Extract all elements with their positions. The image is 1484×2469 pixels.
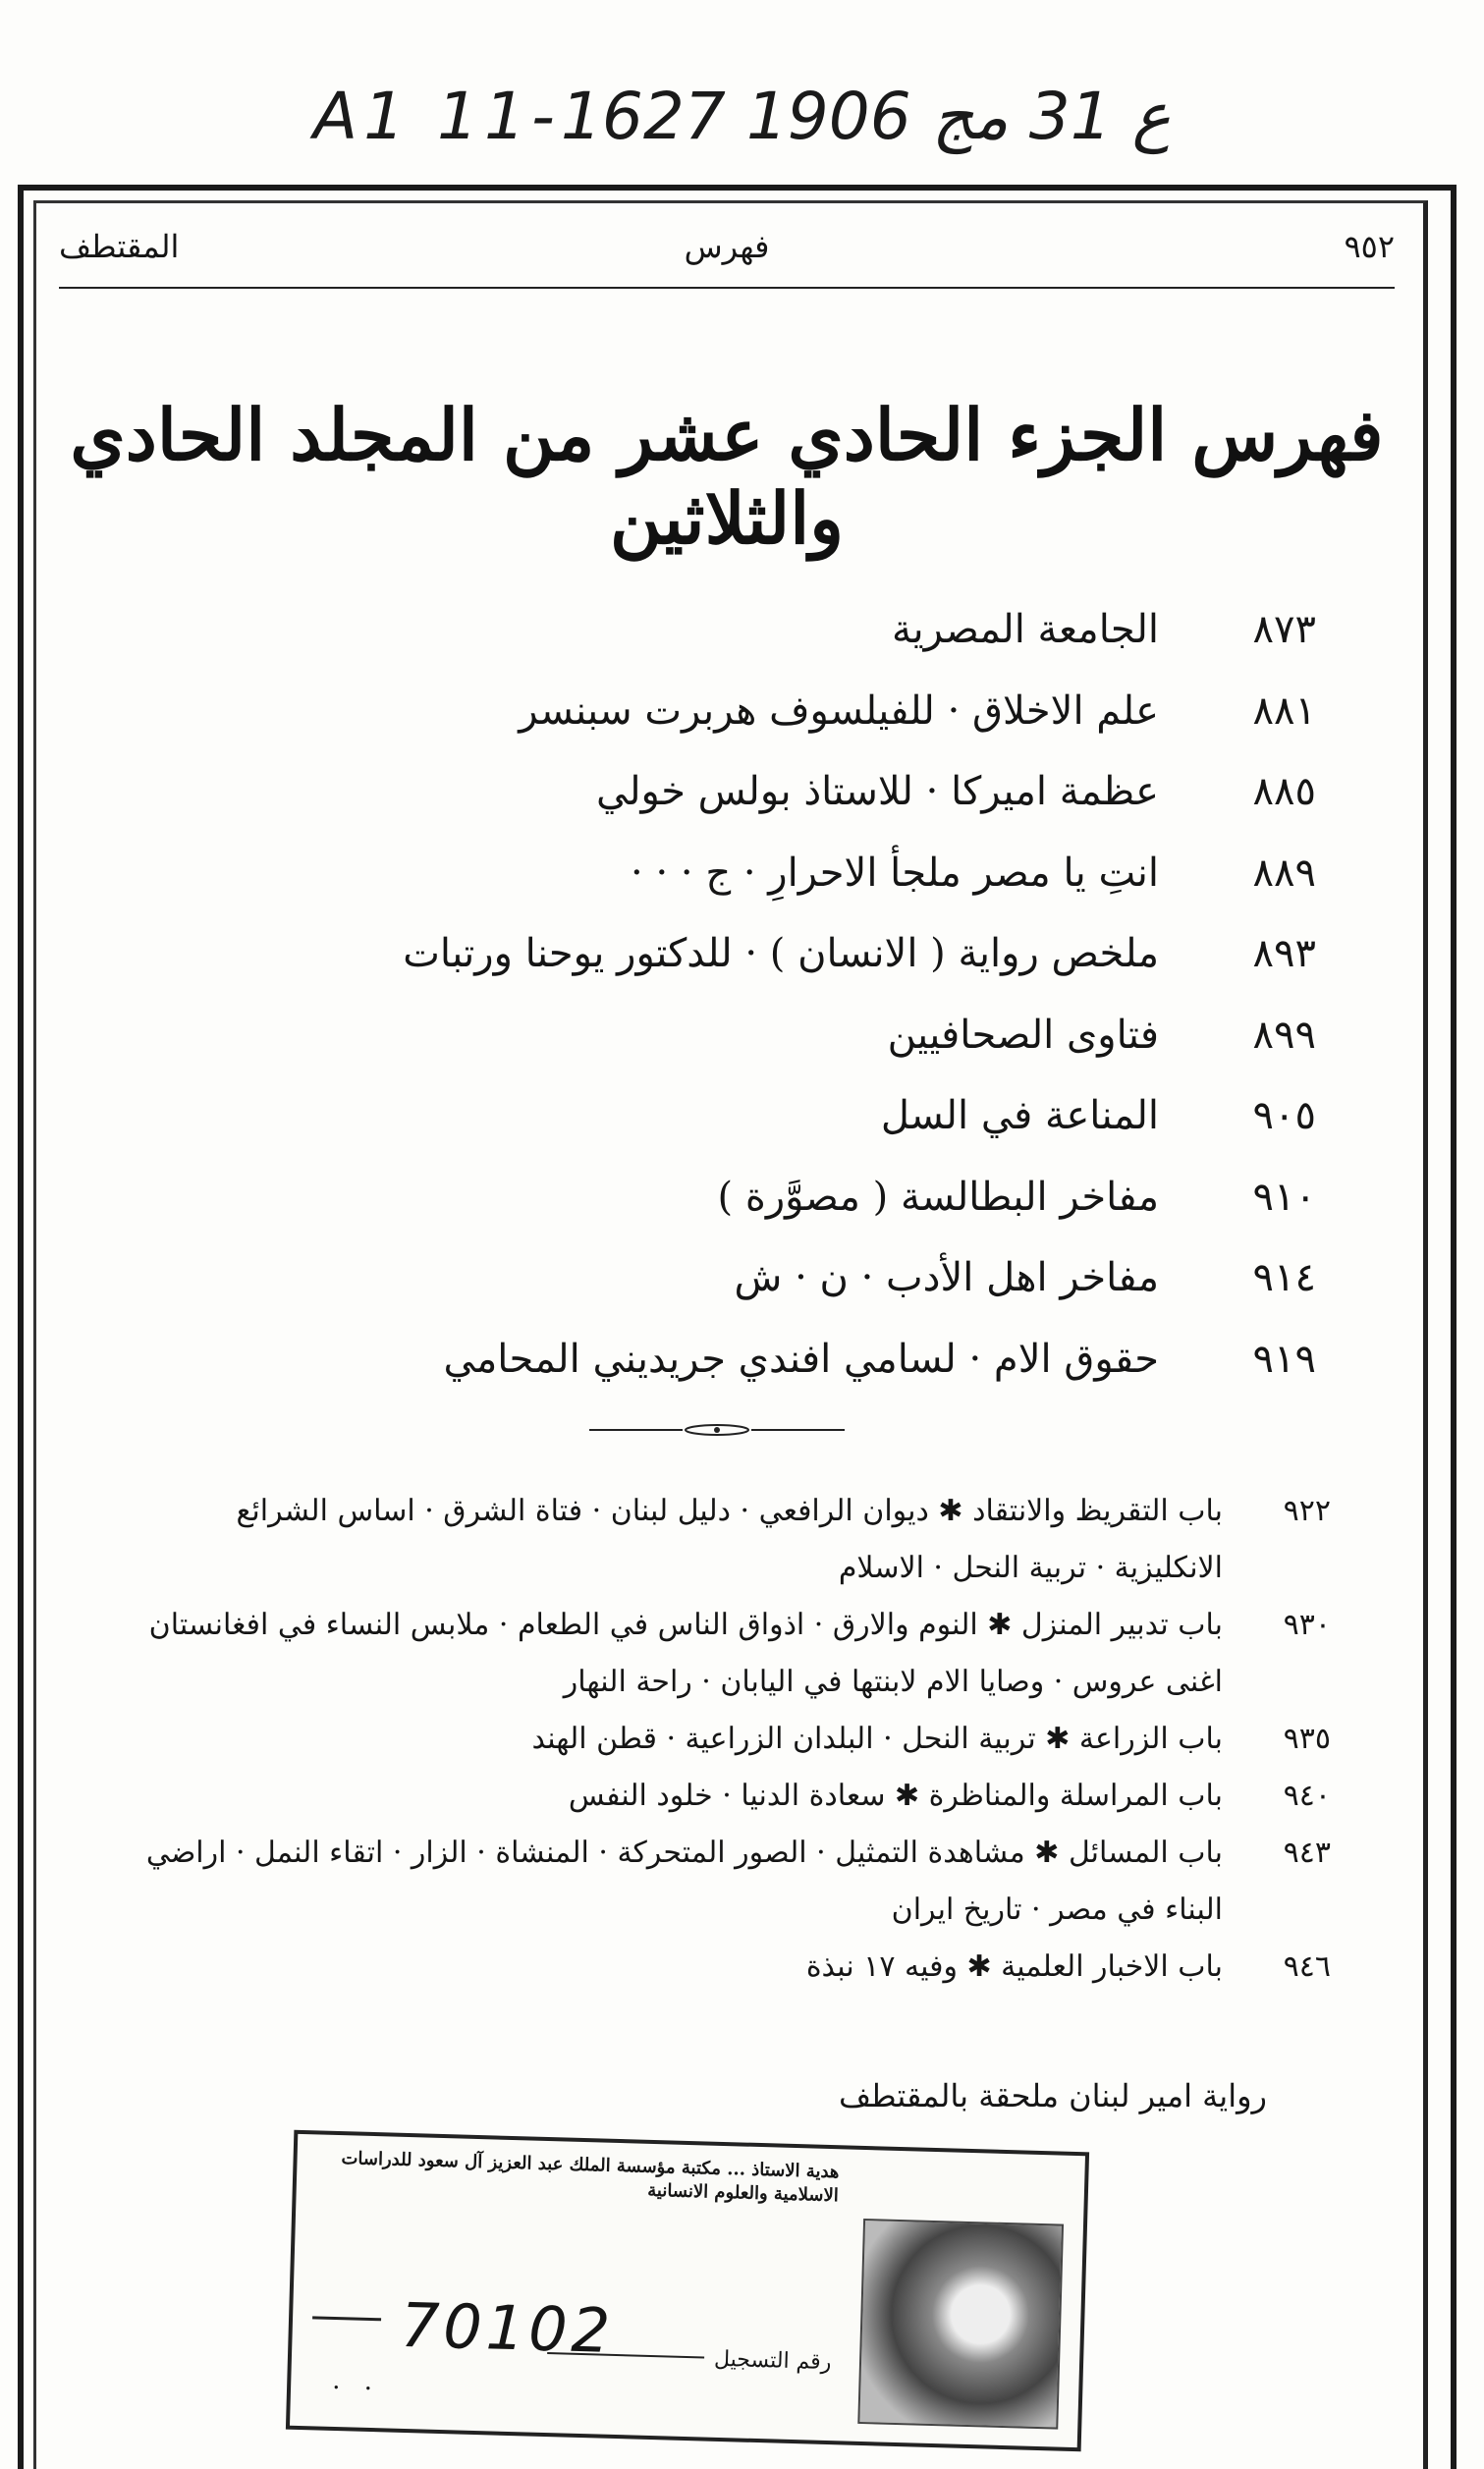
toc-page-number: ٩١٩: [1252, 1336, 1316, 1382]
toc-entry: [79, 671, 1316, 752]
section-text: باب المراسلة والمناظرة ✱ سعادة الدنيا · خلود النفس: [568, 1779, 1223, 1813]
toc-entry: [79, 913, 1316, 995]
section-text: الانكليزية · تربية النحل · الاسلام: [838, 1551, 1223, 1585]
toc-title: علم الاخلاق · للفيلسوف هربرت سبنسر: [519, 687, 1159, 734]
stamp-dots: . .: [331, 2365, 381, 2397]
section-text: اغنى عروس · وصايا الام لابنتها في اليابان · راحة النهار: [563, 1665, 1223, 1699]
toc-page-number: ٩١٤: [1252, 1255, 1316, 1301]
section-entry-line: [29, 1768, 1331, 1825]
magazine-name: المقتطف: [59, 228, 180, 265]
toc-title: ملخص رواية ( الانسان ) · للدكتور يوحنا ورتبات: [403, 931, 1159, 977]
section-page-number: ٩٤٠: [1283, 1779, 1331, 1813]
section-entry-line: [29, 1939, 1331, 1996]
section-page-number: ٩٣٠: [1283, 1608, 1331, 1642]
ornamental-divider: [589, 1422, 845, 1438]
toc-title: فتاوى الصحافيين: [887, 1012, 1159, 1058]
header-rule: [59, 287, 1395, 289]
section-entry-line: [29, 1540, 1331, 1597]
section-page-number: ٩٤٦: [1283, 1949, 1331, 1984]
section-entry-line: [29, 1825, 1331, 1882]
toc-title: انتِ يا مصر ملجأ الاحرارِ · ج · · ·: [631, 850, 1159, 896]
toc-title: حقوق الام · لسامي افندي جريديني المحامي: [443, 1336, 1159, 1382]
section-page-number: [1223, 1540, 1331, 1597]
toc-page-number: ٨٨٩: [1252, 850, 1316, 896]
section-page-number: ٩٢٢: [1283, 1494, 1331, 1528]
stamp-portrait: [857, 2219, 1064, 2430]
toc-page-number: ٨٨٥: [1252, 769, 1316, 815]
section-text: باب المسائل ✱ مشاهدة التمثيل · الصور المتحركة · المنشاة · الزار · اتقاء النمل · اراضي: [145, 1836, 1223, 1870]
toc-page-number: ٩٠٥: [1252, 1093, 1316, 1139]
section-entry-line: [29, 1882, 1331, 1939]
section-entry-line: [29, 1711, 1331, 1768]
toc-entry: [79, 1157, 1316, 1238]
toc-title: عظمة اميركا · للاستاذ بولس خولي: [596, 769, 1159, 815]
divider-ornament-icon: [589, 1422, 845, 1438]
toc-entry: [79, 995, 1316, 1076]
section-page-number: [1223, 1654, 1331, 1711]
toc-page-number: ٨٨١: [1252, 687, 1316, 734]
section-entry-line: [29, 1654, 1331, 1711]
supplement-note: رواية امير لبنان ملحقة بالمقتطف: [838, 2077, 1267, 2114]
toc-entry: [79, 1075, 1316, 1157]
toc-title: مفاخر البطالسة ( مصوَّرة ): [717, 1174, 1159, 1220]
handwritten-catalog-note: A1 11-ع 31 مج 1906 1627: [312, 79, 1172, 154]
running-head: [59, 228, 1395, 287]
toc-page-number: ٨٧٣: [1252, 607, 1316, 653]
page-number: ٩٥٢: [1344, 228, 1395, 265]
registration-number: 70102: [399, 2288, 616, 2367]
toc-title: الجامعة المصرية: [892, 607, 1159, 653]
toc-entry: [79, 589, 1316, 671]
registration-label: رقم التسجيل: [713, 2346, 832, 2376]
library-stamp: [286, 2130, 1089, 2451]
section-text: باب التقريظ والانتقاد ✱ ديوان الرافعي · دليل لبنان · فتاة الشرق · اساس الشرائع: [236, 1494, 1223, 1528]
section-page-number: ٩٣٥: [1283, 1722, 1331, 1756]
section-text: باب الزراعة ✱ تربية النحل · البلدان الزراعية · قطن الهند: [531, 1722, 1223, 1756]
toc-entry: [79, 1237, 1316, 1319]
toc-page-number: ٨٩٩: [1252, 1012, 1316, 1058]
toc-title: المناعة في السل: [880, 1093, 1159, 1139]
section-entry-line: [29, 1483, 1331, 1540]
stamp-dash: [312, 2316, 381, 2321]
section-name: فهرس: [684, 228, 770, 265]
stamp-header: هدية الاستاذ ... مكتبة مؤسسة الملك عبد العزيز آل سعود للدراسات الاسلامية والعلوم الانسانية: [341, 2148, 840, 2207]
toc-entry: [79, 751, 1316, 833]
section-text: باب تدبير المنزل ✱ النوم والارق · اذواق الناس في الطعام · ملابس النساء في افغانستان: [148, 1608, 1223, 1642]
section-entry-line: [29, 1597, 1331, 1654]
sections-list: [29, 1483, 1331, 1996]
toc-page-number: ٩١٠: [1252, 1174, 1316, 1220]
toc-page-number: ٨٩٣: [1252, 931, 1316, 977]
index-title: فهرس الجزء الحادي عشر من المجلد الحادي والثلاثين: [70, 393, 1384, 560]
section-text: باب الاخبار العلمية ✱ وفيه ١٧ نبذة: [805, 1949, 1223, 1984]
toc-entry: [79, 833, 1316, 914]
section-page-number: [1223, 1882, 1331, 1939]
section-page-number: ٩٤٣: [1283, 1836, 1331, 1870]
section-text: البناء في مصر · تاريخ ايران: [891, 1893, 1223, 1927]
table-of-contents: [79, 589, 1316, 1399]
toc-title: مفاخر اهل الأدب · ن · ش: [734, 1255, 1159, 1301]
toc-entry: [79, 1319, 1316, 1400]
